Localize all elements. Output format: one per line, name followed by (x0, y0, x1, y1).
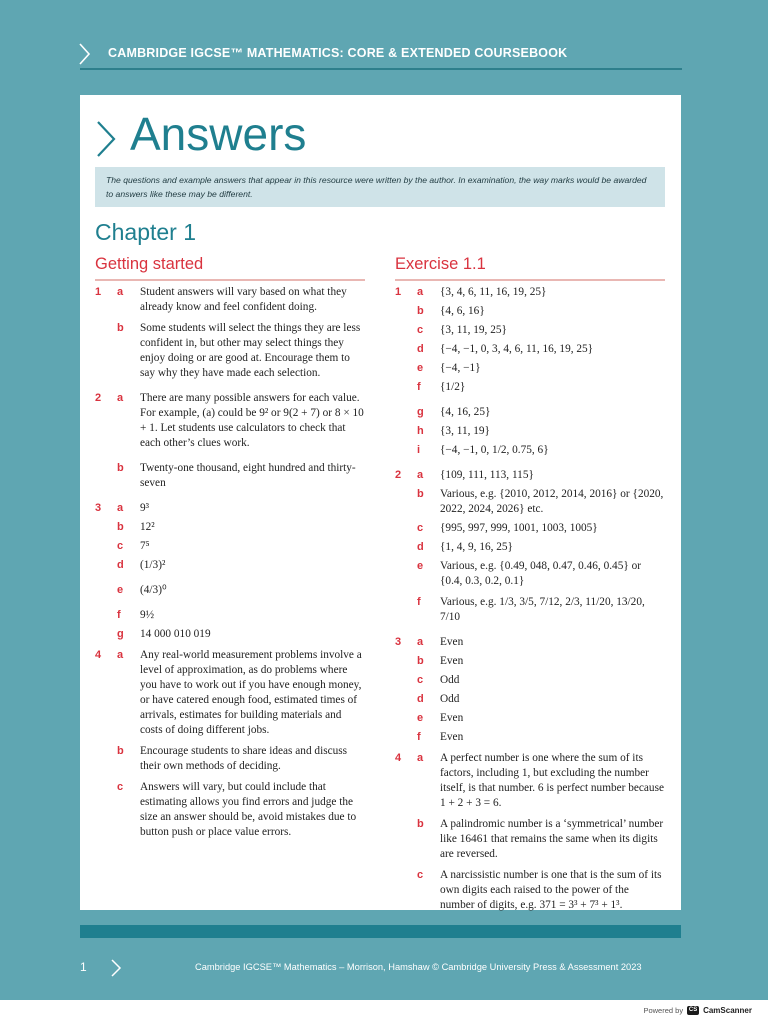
answer-item (95, 285, 365, 315)
section-title: Getting started (95, 255, 204, 273)
camscanner-logo-icon: CS (688, 1007, 698, 1013)
answer-text: 9½ (140, 609, 155, 621)
question-letter: a (117, 649, 124, 661)
powered-by-label: Powered by (643, 1006, 684, 1015)
chapter-title: Chapter 1 (95, 219, 197, 245)
answer-text: 14 000 010 019 (140, 628, 211, 640)
answer-text: Some students will select the things they are less confident in, but other may select things they enjoy doing or are good at. Encourage them to say why they have made each selection. (140, 322, 361, 379)
answer-item (395, 751, 665, 811)
question-letter: g (117, 628, 124, 640)
answer-item (95, 583, 365, 598)
question-number: 1 (95, 286, 102, 298)
answer-text: Various, e.g. {2010, 2012, 2014, 2016} or {2020, 2022, 2024, 2026} etc. (440, 488, 664, 515)
answer-page (80, 95, 681, 910)
answer-item (95, 780, 365, 840)
page-title: Answers (130, 108, 307, 160)
answer-text: Even (440, 636, 464, 648)
answer-text: A narcissistic number is one that is the sum of its own digits each raised to the power of the number of digits, e.g. 371 = 3³ + 7³ + 1³. (440, 869, 662, 911)
answer-text: {−4, −1, 0, 1/2, 0.75, 6} (440, 444, 549, 456)
answer-item (395, 868, 665, 913)
question-letter: d (417, 693, 424, 705)
footer-bar (80, 925, 681, 938)
question-letter: e (117, 584, 124, 596)
right-column (395, 255, 665, 913)
answer-item (95, 648, 365, 738)
answer-text: 9³ (140, 502, 150, 514)
answer-item (395, 285, 665, 300)
answer-text: {109, 111, 113, 115} (440, 469, 534, 481)
answer-text: {1/2} (440, 381, 466, 393)
running-header (80, 38, 682, 70)
answer-item (395, 521, 665, 536)
question-letter: a (417, 286, 424, 298)
answer-item (95, 391, 365, 451)
answer-text: {3, 11, 19} (440, 425, 490, 437)
answer-text: {3, 11, 19, 25} (440, 324, 507, 336)
answer-item (395, 635, 665, 650)
question-number: 3 (395, 636, 402, 648)
chevron-right-icon (95, 119, 117, 159)
answer-text: (4/3)⁰ (140, 584, 167, 596)
answer-item (95, 520, 365, 535)
answer-item (395, 673, 665, 688)
answer-text: Encourage students to share ideas and discuss their own methods of deciding. (140, 745, 348, 772)
answer-item (395, 595, 665, 625)
answer-item (395, 711, 665, 726)
question-letter: b (417, 655, 424, 667)
answer-text: (1/3)² (140, 559, 166, 571)
question-letter: f (417, 731, 421, 743)
answer-text: Any real-world measurement problems involve a level of approximation, as do problems where you have to work out if you have enough money, or have catered enough food, estimated times of arrivals, estimates for building materials and costs of doing different jobs. (140, 649, 362, 736)
answer-item (395, 487, 665, 517)
question-letter: b (117, 521, 124, 533)
answer-item (395, 443, 665, 458)
question-number: 4 (395, 752, 402, 764)
answer-item (395, 380, 665, 395)
answer-item (395, 692, 665, 707)
answer-item (395, 730, 665, 745)
camscanner-brand: CamScanner (703, 1006, 752, 1015)
answer-text: Even (440, 712, 464, 724)
question-letter: b (417, 305, 424, 317)
answer-text: 7⁵ (140, 540, 150, 552)
answer-item (95, 608, 365, 623)
question-letter: b (117, 462, 124, 474)
question-letter: e (417, 560, 424, 572)
answer-text: 12² (140, 521, 155, 533)
answer-text: {4, 6, 16} (440, 305, 485, 317)
question-letter: c (117, 781, 124, 793)
answer-text: A palindromic number is a ‘symmetrical’ number like 16461 that remains the same when its digits are reversed. (440, 818, 664, 860)
book-title: CAMBRIDGE IGCSE™ MATHEMATICS: CORE & EXTENDED COURSEBOOK (108, 46, 568, 60)
answer-text: Various, e.g. {0.49, 048, 0.47, 0.46, 0.45} or {0.4, 0.3, 0.2, 0.1} (440, 560, 641, 587)
question-letter: b (417, 488, 424, 500)
answer-item (95, 539, 365, 554)
question-letter: a (117, 502, 124, 514)
question-letter: f (417, 596, 421, 608)
answer-text: Even (440, 731, 464, 743)
answer-item (395, 342, 665, 357)
question-letter: b (117, 322, 124, 334)
answer-item (95, 558, 365, 573)
answer-item (395, 559, 665, 589)
question-letter: a (117, 286, 124, 298)
scanner-watermark (643, 1006, 752, 1015)
answer-text: Twenty-one thousand, eight hundred and thirty-seven (140, 462, 356, 489)
question-letter: d (417, 343, 424, 355)
answer-item (395, 304, 665, 319)
answer-text: A perfect number is one where the sum of its factors, including 1, but excluding the number itself, is that number. 6 is perfect number because 1 + 2 + 3 = 6. (440, 752, 664, 809)
question-letter: c (417, 324, 424, 336)
question-letter: c (417, 522, 424, 534)
question-letter: b (117, 745, 124, 757)
answer-item (395, 817, 665, 862)
answer-text: Even (440, 655, 464, 667)
chevron-right-icon (78, 42, 92, 66)
question-letter: h (417, 425, 424, 437)
question-letter: d (117, 559, 124, 571)
chevron-right-icon (110, 958, 122, 978)
question-number: 2 (395, 469, 402, 481)
answer-item (395, 654, 665, 669)
answer-text: Answers will vary, but could include that estimating allows you find errors and judge the size an answer should be, avoid mistakes due to button push or place value errors. (140, 781, 357, 838)
answer-text: Odd (440, 693, 460, 705)
question-letter: a (417, 636, 424, 648)
question-letter: c (417, 674, 424, 686)
question-letter: a (417, 469, 424, 481)
question-letter: e (417, 362, 424, 374)
question-number: 3 (95, 502, 102, 514)
question-letter: f (417, 381, 421, 393)
section-title: Exercise 1.1 (395, 255, 486, 273)
answer-text: {4, 16, 25} (440, 406, 491, 418)
answer-item (95, 627, 365, 642)
question-letter: d (417, 541, 424, 553)
question-letter: g (417, 406, 424, 418)
answer-text: {3, 4, 6, 11, 16, 19, 25} (440, 286, 547, 298)
question-letter: c (117, 540, 124, 552)
answer-item (95, 501, 365, 516)
answer-text: {−4, −1, 0, 3, 4, 6, 11, 16, 19, 25} (440, 343, 594, 355)
answer-text: Various, e.g. 1/3, 3/5, 7/12, 2/3, 11/20, 13/20, 7/10 (440, 596, 645, 623)
question-number: 1 (395, 286, 402, 298)
question-letter: e (417, 712, 424, 724)
footer-copyright: Cambridge IGCSE™ Mathematics – Morrison, Hamshaw © Cambridge University Press & Assessment 2023 (195, 962, 642, 972)
answer-item (395, 405, 665, 420)
answer-text: Odd (440, 674, 460, 686)
question-letter: b (417, 818, 424, 830)
page-number: 1 (80, 960, 87, 974)
question-letter: a (417, 752, 424, 764)
question-letter: f (117, 609, 121, 621)
disclaimer-box: The questions and example answers that appear in this resource were written by the author. In examination, the way marks would be awarded to answers like these may be different. (95, 167, 665, 207)
answer-item (395, 424, 665, 439)
answer-text: {995, 997, 999, 1001, 1003, 1005} (440, 522, 598, 534)
answer-item (395, 323, 665, 338)
question-number: 4 (95, 649, 102, 661)
answer-item (95, 321, 365, 381)
question-number: 2 (95, 392, 102, 404)
question-letter: a (117, 392, 124, 404)
answer-item (395, 468, 665, 483)
answer-item (95, 744, 365, 774)
answer-item (395, 540, 665, 555)
answer-text: {−4, −1} (440, 362, 481, 374)
answer-item (95, 461, 365, 491)
question-letter: c (417, 869, 424, 881)
answer-text: There are many possible answers for each value. For example, (a) could be 9² or 9(2 + 7) or 8 × 10 + 1. Let students use calculators to check that each other’s clues work. (140, 392, 364, 449)
answer-item (395, 361, 665, 376)
question-letter: i (417, 444, 421, 456)
section-divider (395, 279, 665, 281)
answer-text: Student answers will vary based on what they already know and feel confident doing. (140, 286, 347, 313)
section-divider (95, 279, 365, 281)
answer-text: {1, 4, 9, 16, 25} (440, 541, 513, 553)
left-column (95, 255, 365, 840)
